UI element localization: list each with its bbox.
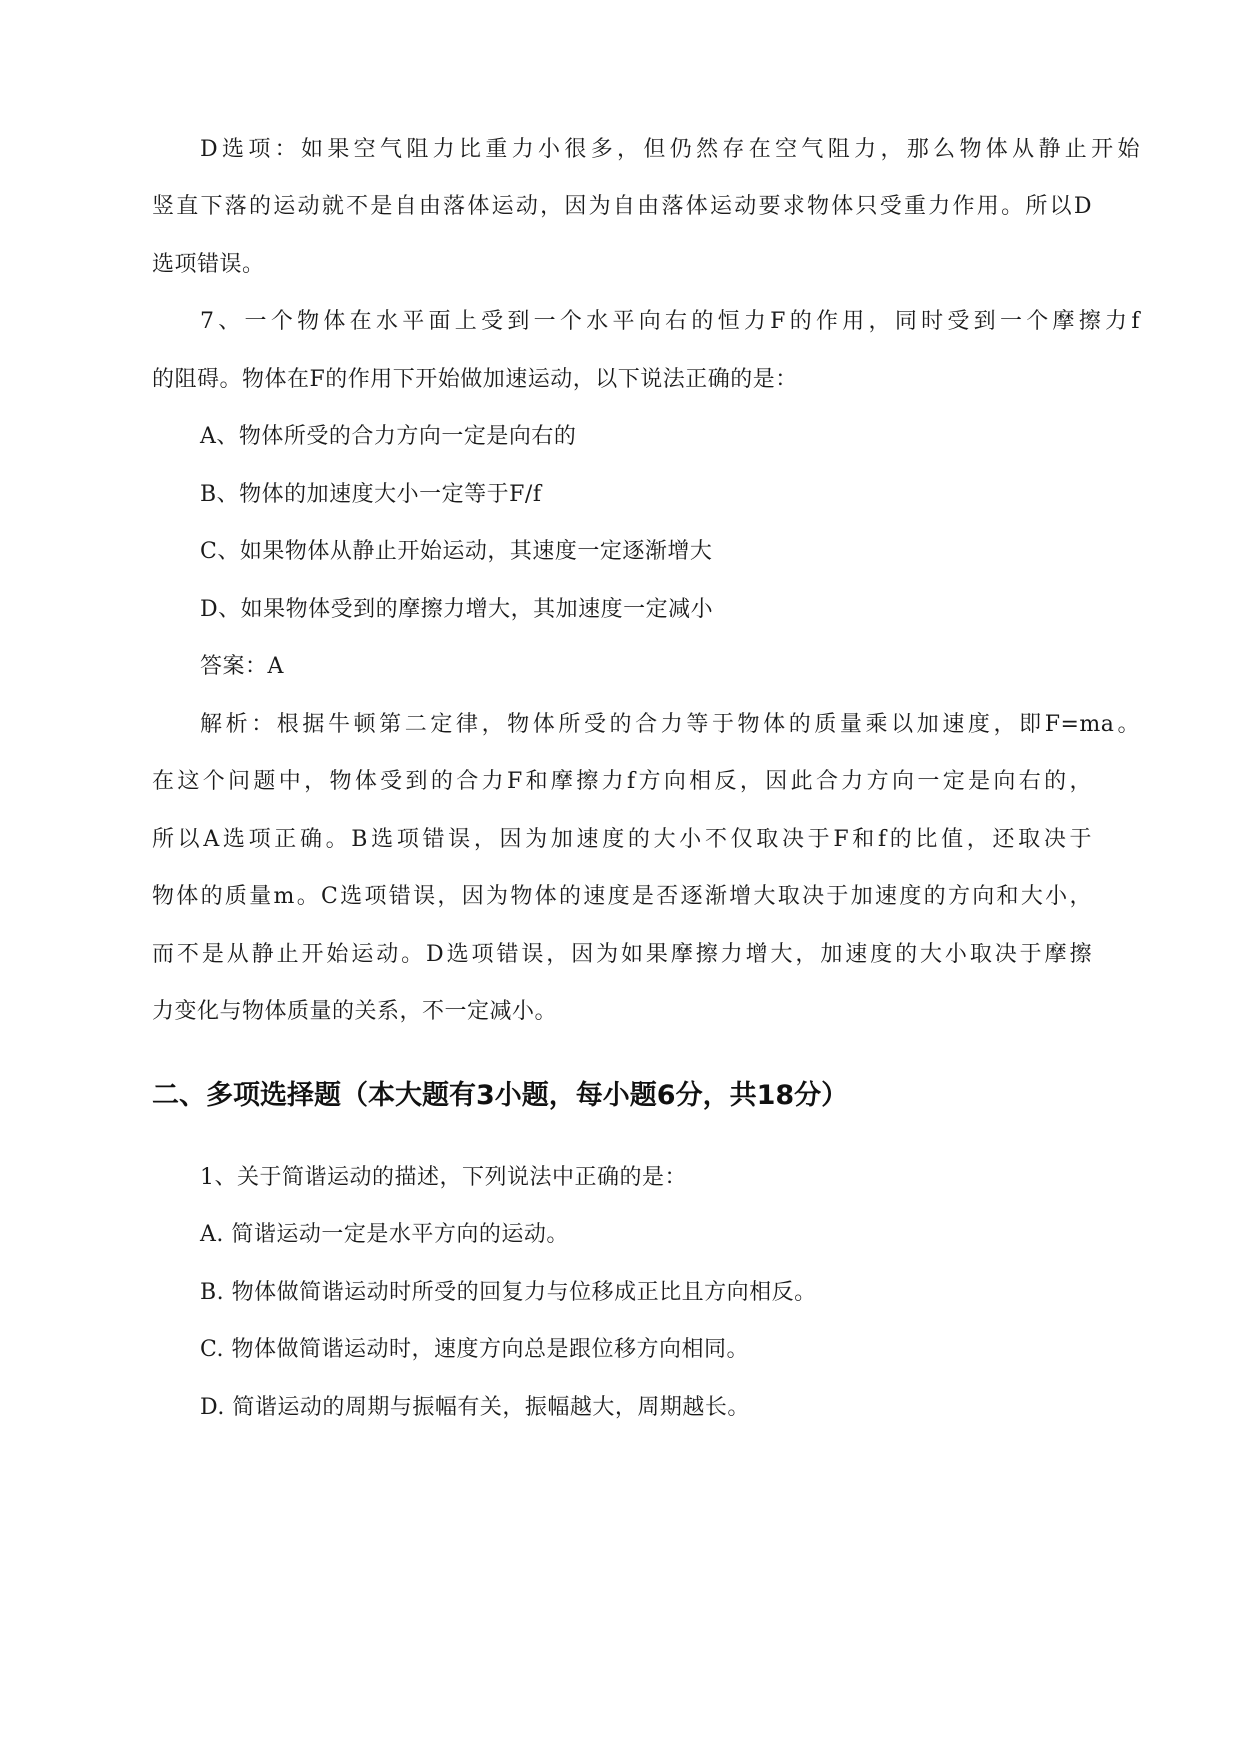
multi-question-1-option-d: D. 简谐运动的周期与振幅有关，振幅越大，周期越长。 — [200, 1395, 750, 1420]
question-7-option-c: C、如果物体从静止开始运动，其速度一定逐渐增大 — [200, 539, 713, 564]
prev-explanation-line-2: 竖直下落的运动就不是自由落体运动，因为自由落体运动要求物体只受重力作用。所以D — [152, 194, 1092, 219]
prev-explanation-line-3: 选项错误。 — [152, 252, 265, 277]
prev-explanation-line-1: D选项：如果空气阻力比重力小很多，但仍然存在空气阻力，那么物体从静止开始 — [200, 137, 1140, 162]
question-7-analysis-line-2: 在这个问题中，物体受到的合力F和摩擦力f方向相反，因此合力方向一定是向右的， — [152, 769, 1092, 794]
multi-question-1-option-c: C. 物体做简谐运动时，速度方向总是跟位移方向相同。 — [200, 1337, 750, 1362]
question-7-option-d: D、如果物体受到的摩擦力增大，其加速度一定减小 — [200, 597, 714, 622]
multi-question-1-option-b: B. 物体做简谐运动时所受的回复力与位移成正比且方向相反。 — [200, 1280, 817, 1305]
question-7-stem-line-1: 7、一个物体在水平面上受到一个水平向右的恒力F的作用，同时受到一个摩擦力f — [200, 309, 1140, 334]
multi-question-1-stem: 1、关于简谐运动的描述，下列说法中正确的是： — [200, 1165, 687, 1190]
question-7-analysis-line-3: 所以A选项正确。B选项错误，因为加速度的大小不仅取决于F和f的比值，还取决于 — [152, 827, 1092, 852]
question-7-analysis-line-5: 而不是从静止开始运动。D选项错误，因为如果摩擦力增大，加速度的大小取决于摩擦 — [152, 942, 1092, 967]
question-7-stem-line-2: 的阻碍。物体在F的作用下开始做加速运动，以下说法正确的是： — [152, 367, 798, 392]
question-7-option-b: B、物体的加速度大小一定等于F/f — [200, 482, 542, 507]
question-7-analysis-line-1: 解析：根据牛顿第二定律，物体所受的合力等于物体的质量乘以加速度，即F=ma。 — [200, 712, 1140, 737]
question-7-option-a: A、物体所受的合力方向一定是向右的 — [200, 424, 577, 449]
section-2-heading: 二、多项选择题（本大题有3小题，每小题6分，共18分） — [152, 1080, 849, 1111]
multi-question-1-option-a: A. 简谐运动一定是水平方向的运动。 — [200, 1222, 569, 1247]
question-7-answer: 答案：A — [200, 654, 284, 679]
question-7-analysis-line-6: 力变化与物体质量的关系，不一定减小。 — [152, 999, 558, 1024]
question-7-analysis-line-4: 物体的质量m。C选项错误，因为物体的速度是否逐渐增大取决于加速度的方向和大小， — [152, 884, 1092, 909]
